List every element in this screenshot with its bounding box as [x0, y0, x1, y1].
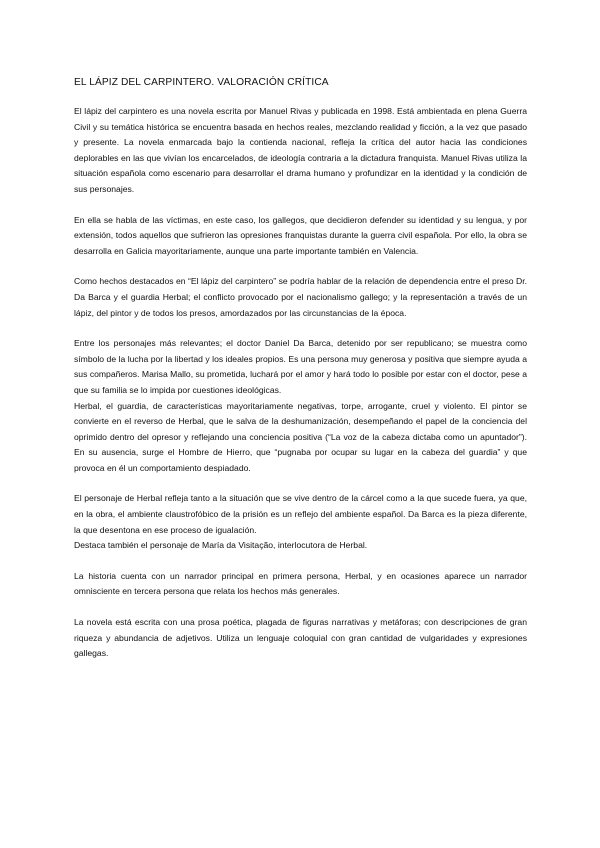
paragraph-style: La novela está escrita con una prosa poética, plagada de figuras narrativas y metáforas; con descripciones de gran riqueza y abundancia de adjetivos. Utiliza un lenguaje coloquial con gran cantidad de vulgaridades y expresiones gallegas. [74, 617, 527, 659]
characters-section [74, 336, 527, 476]
document-title: EL LÁPIZ DEL CARPINTERO. VALORACIÓN CRÍTICA [74, 77, 329, 88]
paragraph-maria: Destaca también el personaje de María da Visitação, interlocutora de Herbal. [74, 540, 368, 551]
paragraph-herbal-reflection: El personaje de Herbal refleja tanto a la situación que se vive dentro de la cárcel como a la que sucede fuera, ya que, en la obra, el ambiente claustrofóbico de la prisión es un reflejo del ambiente español. Da Barca es la pieza diferente, la que desentona en ese proceso de igualación. [74, 493, 527, 535]
document-page [74, 76, 527, 677]
paragraph-victims: En ella se habla de las víctimas, en este caso, los gallegos, que decidieron defender su identidad y su lengua, y por extensión, todos aquellos que sufrieron las opresiones franquistas durante la guerra civil española. Por ello, la obra se desarrolla en Galicia mayoritariamente, aunque una parte importante también en Valencia. [74, 214, 527, 256]
paragraph-narrator: La historia cuenta con un narrador principal en primera persona, Herbal, y en ocasiones aparece un narrador omnisciente en tercera persona que relata los hechos más generales. [74, 570, 527, 597]
paragraph-herbal: Herbal, el guardia, de características mayoritariamente negativas, torpe, arrogante, cruel y violento. El pintor se convierte en el reverso de Herbal, que le salva de la deshumanización, desempeñando el papel de la conciencia del oprimido dentro del opresor y reflejando una conciencia positiva (“La voz de la cabeza dictaba como un apuntador”). En su ausencia, surge el Hombre de Hierro, que “pugnaba por ocupar su lugar en la cabeza del guardia” y que provoca en él un comportamiento despiadado. [74, 400, 527, 473]
paragraph-key-events: Como hechos destacados en “El lápiz del carpintero” se podría hablar de la relación de dependencia entre el preso Dr. Da Barca y el guardia Herbal; el conflicto provocado por el nacionalismo gallego; y la representación a través de un lápiz, del pintor y de todos los presos, amordazados por las circunstancias de la época. [74, 276, 527, 318]
herbal-reflection-section [74, 491, 527, 553]
paragraph-characters: Entre los personajes más relevantes; el doctor Daniel Da Barca, detenido por ser republicano; se muestra como símbolo de la lucha por la libertad y los ideales propios. Es una persona muy generosa y positiva que siempre ayuda a sus compañeros. Marisa Mallo, su prometida, luchará por el amor y hará todo lo posible por estar con el doctor, pese a que su familia se lo impida por cuestiones ideológicas. [74, 338, 527, 395]
paragraph-intro: El lápiz del carpintero es una novela escrita por Manuel Rivas y publicada en 1998. Está ambientada en plena Guerra Civil y su temática histórica se encuentra basada en hechos reales, mezclando realidad y ficción, a la vez que pasado y presente. La novela enmarcada bajo la contienda nacional, refleja la crítica del autor hacia las condiciones deplorables en las que vivían los encarcelados, de ideología contraria a la dictadura franquista. Manuel Rivas utiliza la situación española como escenario para desarrollar el drama humano y profundizar en la identidad y la condición de sus personajes. [74, 106, 527, 194]
